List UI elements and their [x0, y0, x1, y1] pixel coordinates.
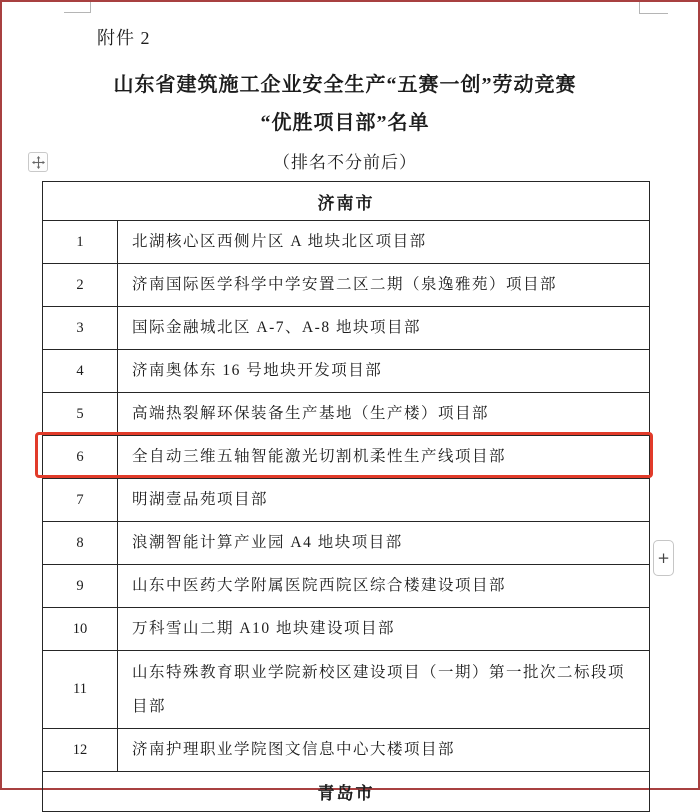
table-row	[43, 221, 650, 264]
row-number: 5	[43, 393, 118, 436]
row-number: 6	[43, 436, 118, 479]
project-name: 山东特殊教育职业学院新校区建设项目（一期）第一批次二标段项目部	[118, 651, 650, 729]
table-row	[43, 350, 650, 393]
table-row	[43, 393, 650, 436]
table-row	[43, 522, 650, 565]
document-subtitle: （排名不分前后）	[273, 153, 417, 172]
table-row	[43, 307, 650, 350]
table-row-highlighted	[43, 436, 650, 479]
page-margin-cropmark-right	[639, 2, 668, 14]
attachment-label: 附件 2	[97, 28, 151, 48]
row-number: 1	[43, 221, 118, 264]
row-number: 11	[43, 651, 118, 729]
table-row	[43, 264, 650, 307]
table-row	[43, 651, 650, 729]
table-row	[43, 729, 650, 772]
city-header-row	[43, 182, 650, 221]
project-name: 万科雪山二期 A10 地块建设项目部	[118, 608, 650, 651]
row-number: 2	[43, 264, 118, 307]
project-name: 全自动三维五轴智能激光切割机柔性生产线项目部	[118, 436, 650, 479]
next-city-header: 青岛市	[43, 772, 650, 812]
project-name: 明湖壹品苑项目部	[118, 479, 650, 522]
row-number: 10	[43, 608, 118, 651]
next-city-header-row	[43, 772, 650, 812]
project-name: 高端热裂解环保装备生产基地（生产楼）项目部	[118, 393, 650, 436]
table-row	[43, 565, 650, 608]
move-icon	[32, 156, 45, 169]
city-header: 济南市	[43, 182, 650, 221]
row-number: 4	[43, 350, 118, 393]
table-row	[43, 608, 650, 651]
page-margin-cropmark-left	[64, 2, 91, 13]
project-name: 济南奥体东 16 号地块开发项目部	[118, 350, 650, 393]
project-name: 济南护理职业学院图文信息中心大楼项目部	[118, 729, 650, 772]
table-resize-plus-button[interactable]	[653, 540, 674, 576]
document-title-line1: 山东省建筑施工企业安全生产“五赛一创”劳动竞赛	[113, 74, 577, 96]
table-move-handle[interactable]	[28, 152, 48, 172]
row-number: 9	[43, 565, 118, 608]
plus-icon: +	[657, 549, 670, 567]
table-row	[43, 479, 650, 522]
project-name: 国际金融城北区 A-7、A-8 地块项目部	[118, 307, 650, 350]
project-name: 济南国际医学科学中学安置二区二期（泉逸雅苑）项目部	[118, 264, 650, 307]
winners-table	[42, 181, 650, 812]
project-name: 浪潮智能计算产业园 A4 地块项目部	[118, 522, 650, 565]
project-name: 北湖核心区西侧片区 A 地块北区项目部	[118, 221, 650, 264]
row-number: 3	[43, 307, 118, 350]
row-number: 8	[43, 522, 118, 565]
document-title-line2: “优胜项目部”名单	[260, 112, 430, 134]
row-number: 12	[43, 729, 118, 772]
project-name: 山东中医药大学附属医院西院区综合楼建设项目部	[118, 565, 650, 608]
row-number: 7	[43, 479, 118, 522]
